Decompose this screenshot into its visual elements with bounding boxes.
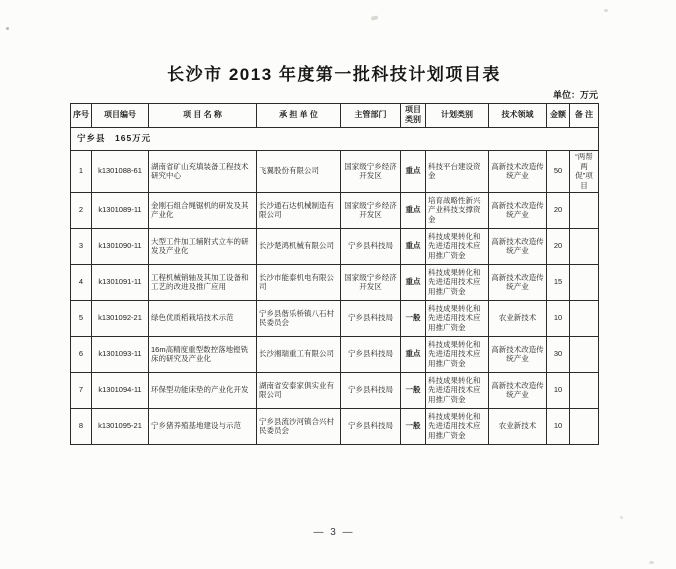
cell-field: 高新技术改造传统产业 — [489, 336, 547, 372]
cell-name: 大型工件加工辅附式立车的研发及产业化 — [149, 228, 257, 264]
cell-code: k1301094-11 — [92, 372, 149, 408]
cell-amount: 30 — [547, 336, 570, 372]
cell-no: 7 — [71, 372, 92, 408]
cell-remark — [570, 372, 599, 408]
cell-dept: 宁乡县科技局 — [341, 300, 401, 336]
column-header: 序号 — [71, 104, 92, 128]
cell-remark — [570, 228, 599, 264]
cell-unit: 长沙湘瑞重工有限公司 — [257, 336, 341, 372]
scan-speck — [604, 9, 608, 12]
group-row-label: 宁乡县 165万元 — [71, 127, 599, 150]
cell-field: 高新技术改造传统产业 — [489, 228, 547, 264]
cell-category: 重点 — [401, 150, 426, 192]
cell-code: k1301092-21 — [92, 300, 149, 336]
cell-no: 4 — [71, 264, 92, 300]
cell-field: 农业新技术 — [489, 408, 547, 444]
cell-plan: 科技成果转化和先进适用技术应用推广资金 — [426, 228, 489, 264]
cell-no: 2 — [71, 192, 92, 228]
cell-remark — [570, 408, 599, 444]
scan-speck — [6, 27, 9, 30]
table-row — [71, 150, 599, 192]
cell-category: 重点 — [401, 336, 426, 372]
cell-name: 环保型功能床垫的产业化开发 — [149, 372, 257, 408]
cell-code: k1301093-11 — [92, 336, 149, 372]
cell-name: 工程机械销轴及其加工设备和工艺的改进及推广应用 — [149, 264, 257, 300]
cell-unit: 长沙楚鸿机械有限公司 — [257, 228, 341, 264]
column-header: 计划类别 — [426, 104, 489, 128]
scan-smudge — [371, 15, 379, 20]
cell-plan: 科技成果转化和先进适用技术应用推广资金 — [426, 264, 489, 300]
column-header: 项目类别 — [401, 104, 426, 128]
column-header: 承 担 单 位 — [257, 104, 341, 128]
page-number: — 3 — — [313, 527, 355, 538]
cell-unit: 湖南省安泰家俱实业有限公司 — [257, 372, 341, 408]
cell-plan: 科技成果转化和先进适用技术应用推广资金 — [426, 372, 489, 408]
table-row — [71, 408, 599, 444]
cell-no: 5 — [71, 300, 92, 336]
table-row — [71, 228, 599, 264]
cell-unit: 长沙市能泰机电有限公司 — [257, 264, 341, 300]
cell-category: 重点 — [401, 228, 426, 264]
cell-amount: 10 — [547, 408, 570, 444]
scan-speck — [649, 561, 654, 564]
cell-remark — [570, 300, 599, 336]
table-row — [71, 372, 599, 408]
cell-plan: 培育战略性新兴产业科技支撑资金 — [426, 192, 489, 228]
cell-plan: 科技成果转化和先进适用技术应用推广资金 — [426, 336, 489, 372]
cell-remark: “两帮两促”项目 — [570, 150, 599, 192]
cell-category: 重点 — [401, 264, 426, 300]
cell-plan: 科技成果转化和先进适用技术应用推广资金 — [426, 300, 489, 336]
cell-amount: 20 — [547, 192, 570, 228]
cell-field: 高新技术改造传统产业 — [489, 264, 547, 300]
cell-code: k1301090-11 — [92, 228, 149, 264]
table-row — [71, 192, 599, 228]
cell-category: 一般 — [401, 408, 426, 444]
cell-name: 绿色优质稻栽培技术示范 — [149, 300, 257, 336]
cell-dept: 宁乡县科技局 — [341, 228, 401, 264]
cell-dept: 国家级宁乡经济开发区 — [341, 192, 401, 228]
group-row — [71, 127, 599, 150]
cell-remark — [570, 264, 599, 300]
cell-dept: 宁乡县科技局 — [341, 336, 401, 372]
cell-category: 重点 — [401, 192, 426, 228]
cell-no: 6 — [71, 336, 92, 372]
cell-dept: 国家级宁乡经济开发区 — [341, 150, 401, 192]
scan-speck — [620, 516, 623, 519]
table-body — [71, 127, 599, 444]
cell-no: 3 — [71, 228, 92, 264]
cell-code: k1301088-61 — [92, 150, 149, 192]
table-header-row — [71, 104, 599, 128]
unit-note: 单位：万元 — [552, 90, 598, 100]
table-row — [71, 336, 599, 372]
column-header: 主管部门 — [341, 104, 401, 128]
page-title: 长沙市 2013 年度第一批科技计划项目表 — [167, 65, 501, 84]
cell-dept: 国家级宁乡经济开发区 — [341, 264, 401, 300]
column-header: 项目编号 — [92, 104, 149, 128]
cell-dept: 宁乡县科技局 — [341, 372, 401, 408]
cell-remark — [570, 192, 599, 228]
cell-unit: 宁乡县偕乐桥镇八石村民委员会 — [257, 300, 341, 336]
cell-field: 高新技术改造传统产业 — [489, 150, 547, 192]
cell-unit: 宁乡县流沙河镇合兴村民委员会 — [257, 408, 341, 444]
cell-amount: 20 — [547, 228, 570, 264]
cell-category: 一般 — [401, 300, 426, 336]
cell-amount: 50 — [547, 150, 570, 192]
cell-plan: 科技平台建设资金 — [426, 150, 489, 192]
cell-code: k1301095-21 — [92, 408, 149, 444]
cell-name: 金刚石组合绳锯机的研发及其产业化 — [149, 192, 257, 228]
cell-name: 宁乡猪养殖基地建设与示范 — [149, 408, 257, 444]
column-header: 备 注 — [570, 104, 599, 128]
cell-no: 8 — [71, 408, 92, 444]
cell-amount: 10 — [547, 372, 570, 408]
cell-field: 农业新技术 — [489, 300, 547, 336]
cell-dept: 宁乡县科技局 — [341, 408, 401, 444]
cell-amount: 15 — [547, 264, 570, 300]
cell-amount: 10 — [547, 300, 570, 336]
cell-name: 16m高精度重型数控落地镗铣床的研究及产业化 — [149, 336, 257, 372]
column-header: 项 目 名 称 — [149, 104, 257, 128]
cell-category: 一般 — [401, 372, 426, 408]
cell-code: k1301089-11 — [92, 192, 149, 228]
cell-field: 高新技术改造传统产业 — [489, 372, 547, 408]
column-header: 技术领域 — [489, 104, 547, 128]
cell-unit: 飞翼股份有限公司 — [257, 150, 341, 192]
table-row — [71, 264, 599, 300]
cell-code: k1301091-11 — [92, 264, 149, 300]
projects-table — [70, 103, 599, 445]
cell-plan: 科技成果转化和先进适用技术应用推广资金 — [426, 408, 489, 444]
column-header: 金额 — [547, 104, 570, 128]
cell-name: 湖南省矿山充填装备工程技术研究中心 — [149, 150, 257, 192]
cell-no: 1 — [71, 150, 92, 192]
table-row — [71, 300, 599, 336]
cell-unit: 长沙通石达机械制造有限公司 — [257, 192, 341, 228]
cell-field: 高新技术改造传统产业 — [489, 192, 547, 228]
cell-remark — [570, 336, 599, 372]
